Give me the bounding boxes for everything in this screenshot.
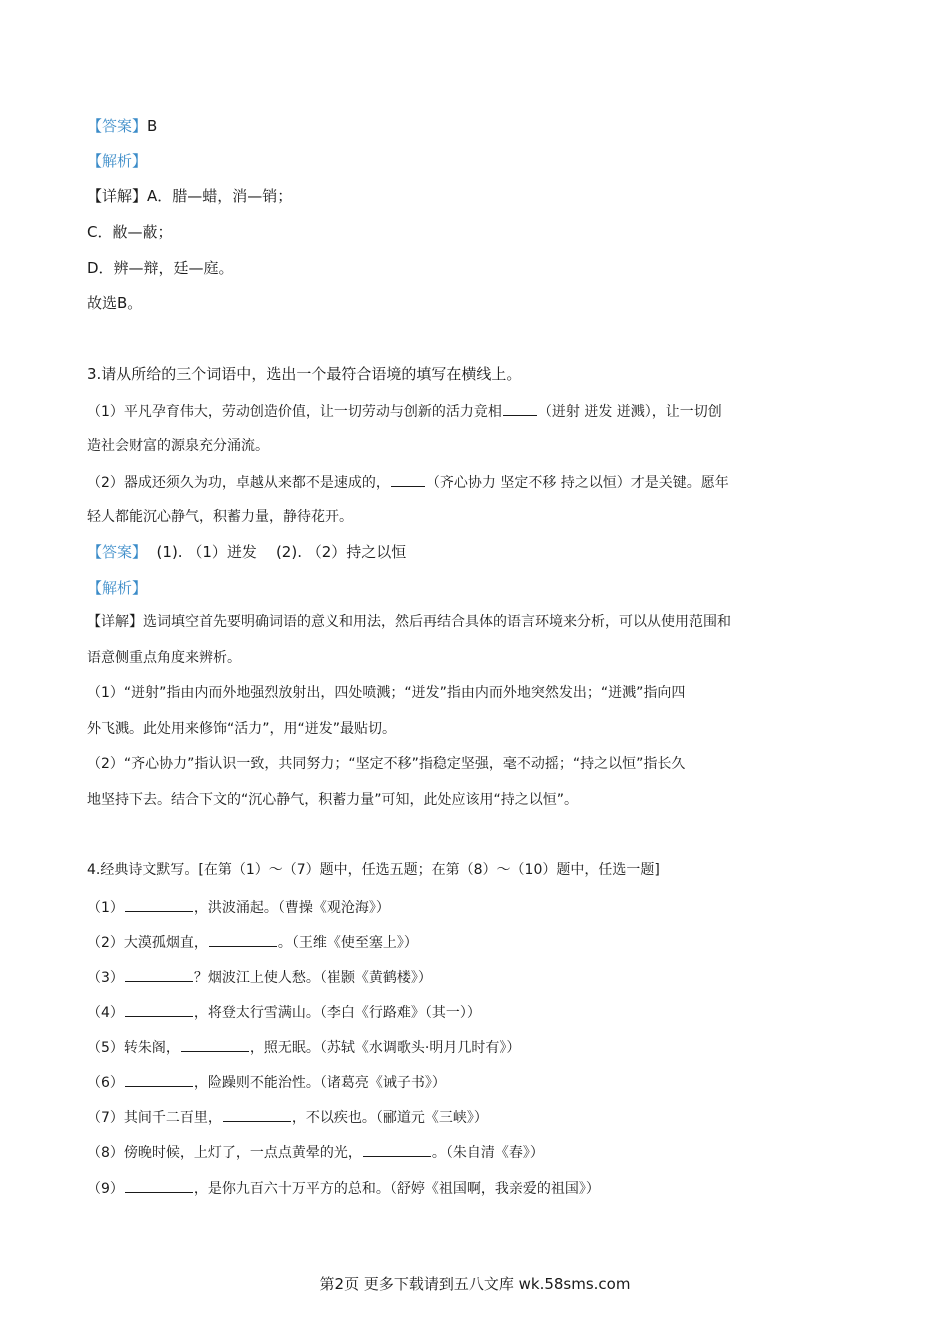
item-text: （3） [87,970,124,986]
detail-text: A．腊—蜡，消—销； [147,187,293,205]
fill-blank[interactable] [209,931,277,947]
question-title: 3.请从所给的三个词语中，选出一个最符合语境的填写在横线上。 [87,365,522,383]
item-text: 。（王维《使至塞上》） [277,935,418,951]
page-footer: 第2页 更多下载请到五八文库 wk.58sms.com [319,1275,631,1293]
answer-value: B [147,117,158,135]
answer-tag: 【答案】 [87,543,148,561]
fill-blank[interactable] [363,1141,431,1157]
item-text: （齐心协力 坚定不移 持之以恒）才是关键。愿年 [425,475,729,491]
item-text: ，将登太行雪满山。（李白《行路难》（其一）） [193,1005,481,1021]
item-text: （7）其间千二百里， [87,1110,222,1126]
detail-tag: 【详解】 [87,614,143,630]
explanation-text: （1）“迸射”指由内而外地强烈放射出，四处喷溅；“迸发”指由内而外地突然发出；“迸溅”指向四 [87,685,686,701]
item-text: 造社会财富的源泉充分涌流。 [87,438,269,454]
explanation-text: （2）“齐心协力”指认识一致，共同努力；“坚定不移”指稳定坚强，毫不动摇；“持之以恒”指长久 [87,756,686,772]
item-text: ，洪波涌起。（曹操《观沧海》） [193,900,390,916]
q2-conclusion [87,293,142,313]
answer-value: (1). （1）迸发 (2). （2）持之以恒 [147,543,407,561]
q2-analysis-line [87,151,147,171]
q3-exp1-cont [87,719,396,739]
q3-detail-cont [87,648,241,668]
analysis-tag: 【解析】 [87,152,148,170]
item-text: （迸射 迸发 迸溅），让一切创 [537,404,722,420]
explanation-text: 地坚持下去。结合下文的“沉心静气，积蓄力量”可知，此处应该用“持之以恒”。 [87,792,579,808]
conclusion-text: 故选B。 [87,294,143,312]
answer-tag: 【答案】 [87,117,148,135]
q4-item [87,931,418,953]
item-text: ，险躁则不能治性。（诸葛亮《诫子书》） [193,1075,446,1091]
fill-blank[interactable] [125,966,193,982]
item-text: （2）大漠孤烟直， [87,935,208,951]
q4-item [87,1001,481,1023]
explanation-text: 外飞溅。此处用来修饰“活力”，用“迸发”最贴切。 [87,721,397,737]
q3-item2-cont [87,507,353,527]
detail-text: 语意侧重点角度来辨析。 [87,650,241,666]
q3-detail-line [87,612,731,632]
detail-text: 选词填空首先要明确词语的意义和用法，然后再结合具体的语言环境来分析，可以从使用范围和 [143,614,731,630]
item-text: ，照无眠。（苏轼《水调歌头·明月几时有》） [249,1040,521,1056]
item-text: （1） [87,900,124,916]
item-text: （5）转朱阁， [87,1040,180,1056]
q3-item1-cont [87,436,269,456]
q4-item [87,1071,446,1093]
q3-exp2 [87,754,685,774]
q4-item [87,1177,600,1199]
item-text: ？烟波江上使人愁。（崔颢《黄鹤楼》） [193,970,432,986]
fill-blank[interactable] [125,1177,193,1193]
item-text: 轻人都能沉心静气，积蓄力量，静待花开。 [87,509,353,525]
q4-title [87,860,660,880]
item-text: （1）平凡孕育伟大，劳动创造价值，让一切劳动与创新的活力竞相 [87,404,502,420]
q4-item [87,1141,544,1163]
q4-item [87,896,390,918]
q2-detail-line [87,186,292,206]
q2-answer-line [87,116,157,136]
question-title: 4.经典诗文默写。[在第（1）～（7）题中，任选五题；在第（8）～（10）题中，任选一题] [87,862,660,878]
fill-blank[interactable] [391,471,425,487]
detail-text: D．辨—辩，廷—庭。 [87,259,234,277]
q2-detail-d [87,258,234,278]
q3-title [87,364,521,384]
item-text: （9） [87,1181,124,1197]
fill-blank[interactable] [223,1106,291,1122]
q3-answer-line [87,542,406,562]
analysis-tag: 【解析】 [87,579,148,597]
item-text: （4） [87,1005,124,1021]
fill-blank[interactable] [125,1001,193,1017]
q3-exp1 [87,683,685,703]
q4-item [87,1036,520,1058]
item-text: （8）傍晚时候，上灯了，一点点黄晕的光， [87,1145,362,1161]
item-text: 。（朱自清《春》） [431,1145,544,1161]
q3-item1 [87,400,722,422]
detail-text: C．敝—蔽； [87,223,173,241]
item-text: （6） [87,1075,124,1091]
item-text: ，是你九百六十万平方的总和。（舒婷《祖国啊，我亲爱的祖国》） [193,1181,600,1197]
item-text: ，不以疾也。（郦道元《三峡》） [291,1110,488,1126]
q2-detail-c [87,222,172,242]
q3-exp2-cont [87,790,578,810]
q4-item [87,966,432,988]
q4-item [87,1106,488,1128]
item-text: （2）器成还须久为功，卓越从来都不是速成的， [87,475,390,491]
q3-analysis-line [87,578,147,598]
fill-blank[interactable] [125,896,193,912]
fill-blank[interactable] [181,1036,249,1052]
detail-tag: 【详解】 [87,187,148,205]
fill-blank[interactable] [125,1071,193,1087]
q3-item2 [87,471,729,493]
fill-blank[interactable] [503,400,537,416]
